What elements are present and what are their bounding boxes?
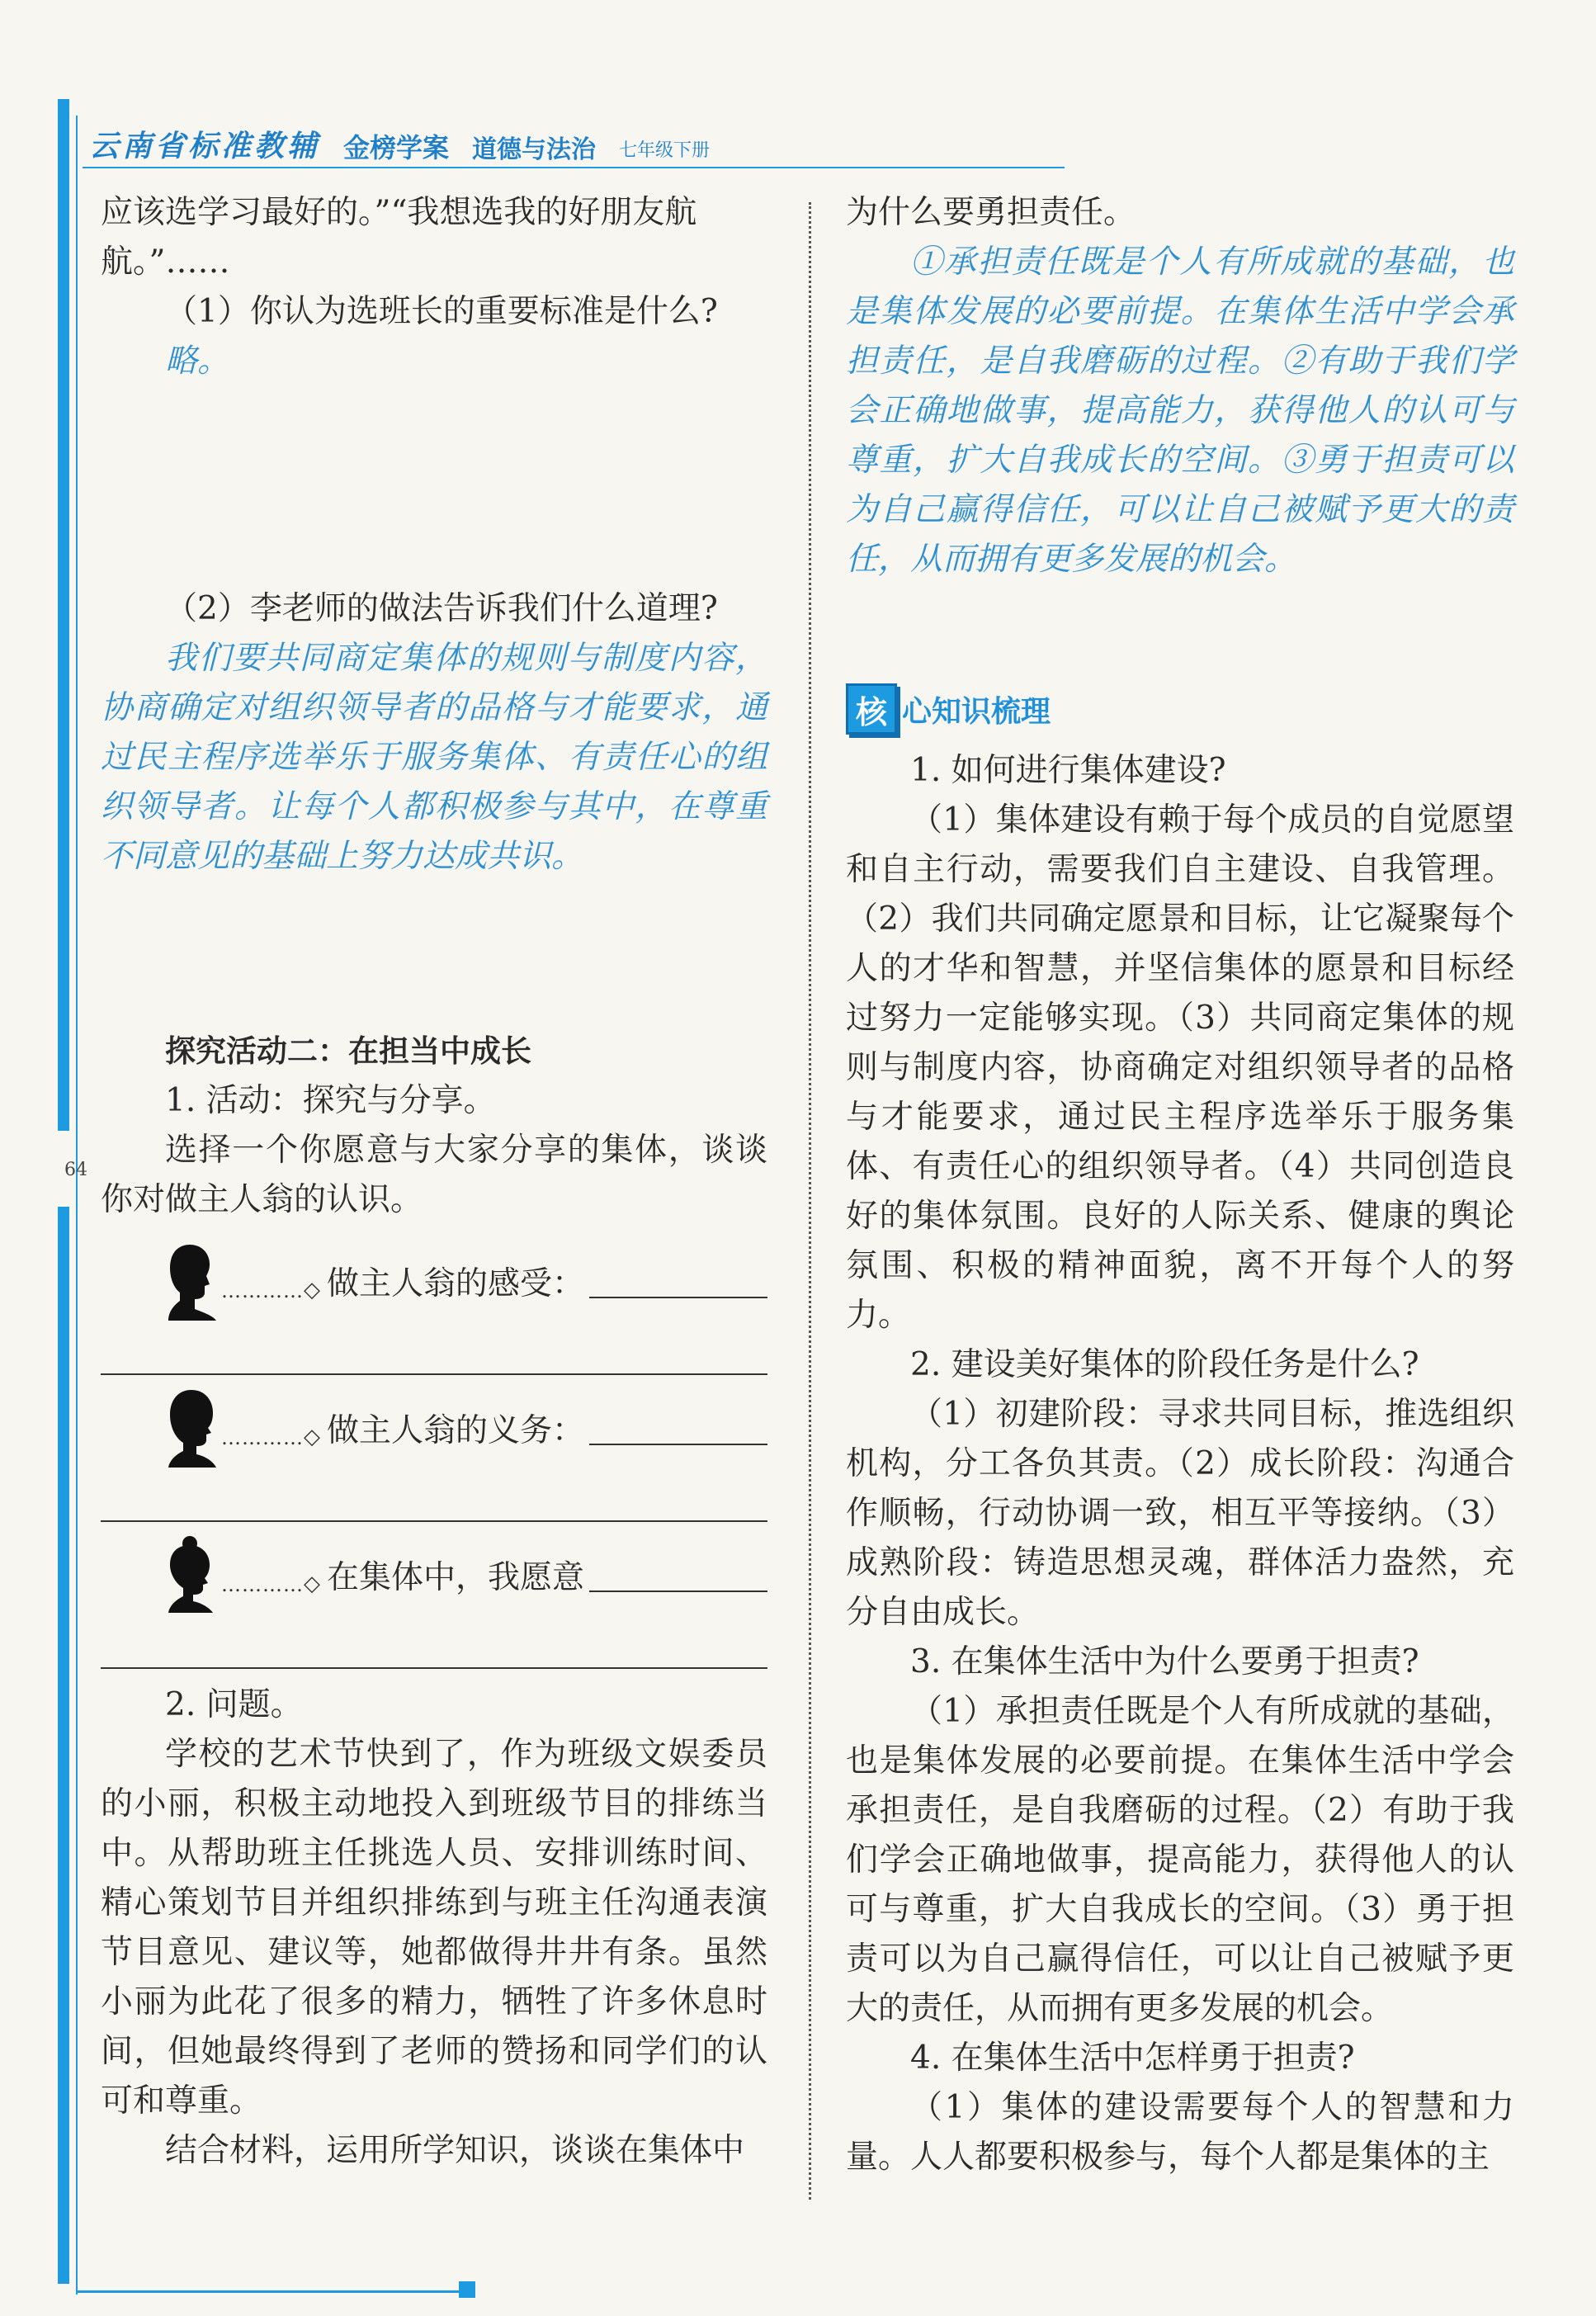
intro-line-2: 航。”…… <box>101 243 230 281</box>
knowledge-2-text: （1）初建阶段：寻求共同目标，推选组织机构，分工各负其责。（2）成长阶段：沟通合作顺畅，行动协调一致，相互平等接纳。（3）成熟阶段：铸造思想灵魂，群体活力盎然，充分自由成长。 <box>846 1396 1514 1631</box>
question-continuation: 为什么要勇担责任。 <box>846 194 1136 231</box>
knowledge-4-title: 4. 在集体生活中怎样勇于担责? <box>910 2039 1355 2077</box>
answer-blank-3[interactable] <box>589 1557 767 1592</box>
header-series: 金榜学案 <box>343 132 450 163</box>
right-column <box>846 188 1514 2182</box>
prompt-row-2 <box>101 1387 767 1469</box>
activity-item: 1. 活动：探究与分享。 <box>165 1082 496 1119</box>
problem-question: 结合材料，运用所学知识，谈谈在集体中 <box>165 2132 745 2169</box>
silhouette-boy-icon <box>165 1241 218 1321</box>
knowledge-1-title: 1. 如何进行集体建设? <box>910 752 1226 789</box>
left-margin-bar <box>58 99 69 1131</box>
answer-1: 略。 <box>165 343 230 380</box>
header-subject: 道德与法治 <box>472 135 597 164</box>
dotted-leader: ………… <box>221 1279 304 1302</box>
page-header <box>89 116 710 165</box>
silhouette-child-icon <box>165 1388 218 1468</box>
prompt-row-1 <box>101 1240 767 1322</box>
knowledge-3-title: 3. 在集体生活中为什么要勇于担责? <box>910 1643 1419 1680</box>
question-1: （1）你认为选班长的重要标准是什么? <box>165 293 718 330</box>
bottom-rule <box>76 2290 464 2293</box>
left-column <box>101 188 767 2176</box>
answer-blank-2[interactable] <box>589 1411 767 1445</box>
diamond-marker: ◇ <box>304 1572 320 1596</box>
answer-3: ①承担责任既是个人有所成就的基础，也是集体发展的必要前提。在集体生活中学会承担责任，是自我磨砺的过程。②有助于我们学会正确地做事，提高能力，获得他人的认可与尊重，扩大自我成长的空间。③勇于担责可以为自己赢得信任，可以让自己被赋予更大的责任，从而拥有更多发展的机会。 <box>846 243 1514 578</box>
prompt-label-1: 做主人翁的感受： <box>327 1265 585 1302</box>
knowledge-4-text: （1）集体的建设需要每个人的智慧和力量。人人都要积极参与，每个人都是集体的主 <box>846 2089 1514 2176</box>
dotted-leader: ………… <box>221 1426 304 1449</box>
knowledge-1-text: （1）集体建设有赖于每个成员的自觉愿望和自主行动，需要我们自主建设、自我管理。（2）我们共同确定愿景和目标，让它凝聚每个人的才华和智慧，并坚信集体的愿景和目标经过努力一定能够实现。（3）共同商定集体的规则与制度内容，协商确定对组织领导者的品格与才能要求，通过民主程序选举乐于服务集体、有责任心的组织领导者。（4）共同创造良好的集体氛围。良好的人际关系、健康的舆论氛围、积极的精神面貌，离不开每个人的努力。 <box>846 801 1514 1334</box>
header-grade: 七年级下册 <box>619 140 711 161</box>
bottom-marker <box>459 2281 475 2298</box>
answer-2: 我们要共同商定集体的规则与制度内容，协商确定对组织领导者的品格与才能要求，通过民主程序选举乐于服务集体、有责任心的组织领导者。让每个人都积极参与其中，在尊重不同意见的基础上努力达成共识。 <box>101 640 767 875</box>
header-rule <box>83 167 1065 168</box>
activity-title: 探究活动二：在担当中成长 <box>165 1033 531 1069</box>
intro-line-1: 应该选学习最好的。”“我想选我的好朋友航 <box>101 194 697 231</box>
question-2: （2）李老师的做法告诉我们什么道理? <box>165 590 718 627</box>
diamond-marker: ◇ <box>304 1425 320 1449</box>
knowledge-2-title: 2. 建设美好集体的阶段任务是什么? <box>910 1346 1419 1383</box>
header-brand: 云南省标准教辅 <box>89 129 321 163</box>
prompt-row-3 <box>101 1534 767 1616</box>
silhouette-girl-icon <box>165 1535 218 1614</box>
left-margin-line <box>76 116 78 2295</box>
problem-title: 2. 问题。 <box>165 1686 303 1723</box>
column-divider <box>809 202 811 2200</box>
answer-line-2[interactable] <box>101 1519 767 1522</box>
knowledge-3-text: （1）承担责任既是个人有所成就的基础，也是集体发展的必要前提。在集体生活中学会承担责任，是自我磨砺的过程。（2）有助于我们学会正确地做事，提高能力，获得他人的认可与尊重，扩大自我成长的空间。（3）勇于担责可以为自己赢得信任，可以让自己被赋予更大的责任，从而拥有更多发展的机会。 <box>846 1693 1514 2027</box>
diamond-marker: ◇ <box>304 1278 320 1302</box>
left-margin-bar-lower <box>58 1207 69 2284</box>
section-heading <box>846 683 1514 735</box>
section-badge: 核 <box>846 683 897 735</box>
dotted-leader: ………… <box>221 1573 304 1596</box>
activity-text: 选择一个你愿意与大家分享的集体，谈谈你对做主人翁的认识。 <box>101 1132 767 1218</box>
prompt-label-2: 做主人翁的义务： <box>327 1412 585 1449</box>
prompt-label-3: 在集体中，我愿意 <box>327 1559 585 1596</box>
answer-line-3[interactable] <box>101 1666 767 1669</box>
section-title: 心知识梳理 <box>902 694 1051 729</box>
answer-line-1[interactable] <box>101 1372 767 1375</box>
problem-text: 学校的艺术节快到了，作为班级文娱委员的小丽，积极主动地投入到班级节目的排练当中。从帮助班主任挑选人员、安排训练时间、精心策划节目并组织排练到与班主任沟通表演节目意见、建议等，她都做得井井有条。虽然小丽为此花了很多的精力，牺牲了许多休息时间，但她最终得到了老师的赞扬和同学们的认可和尊重。 <box>101 1736 767 2120</box>
answer-blank-1[interactable] <box>589 1264 767 1298</box>
page-number: 64 <box>64 1160 87 1180</box>
